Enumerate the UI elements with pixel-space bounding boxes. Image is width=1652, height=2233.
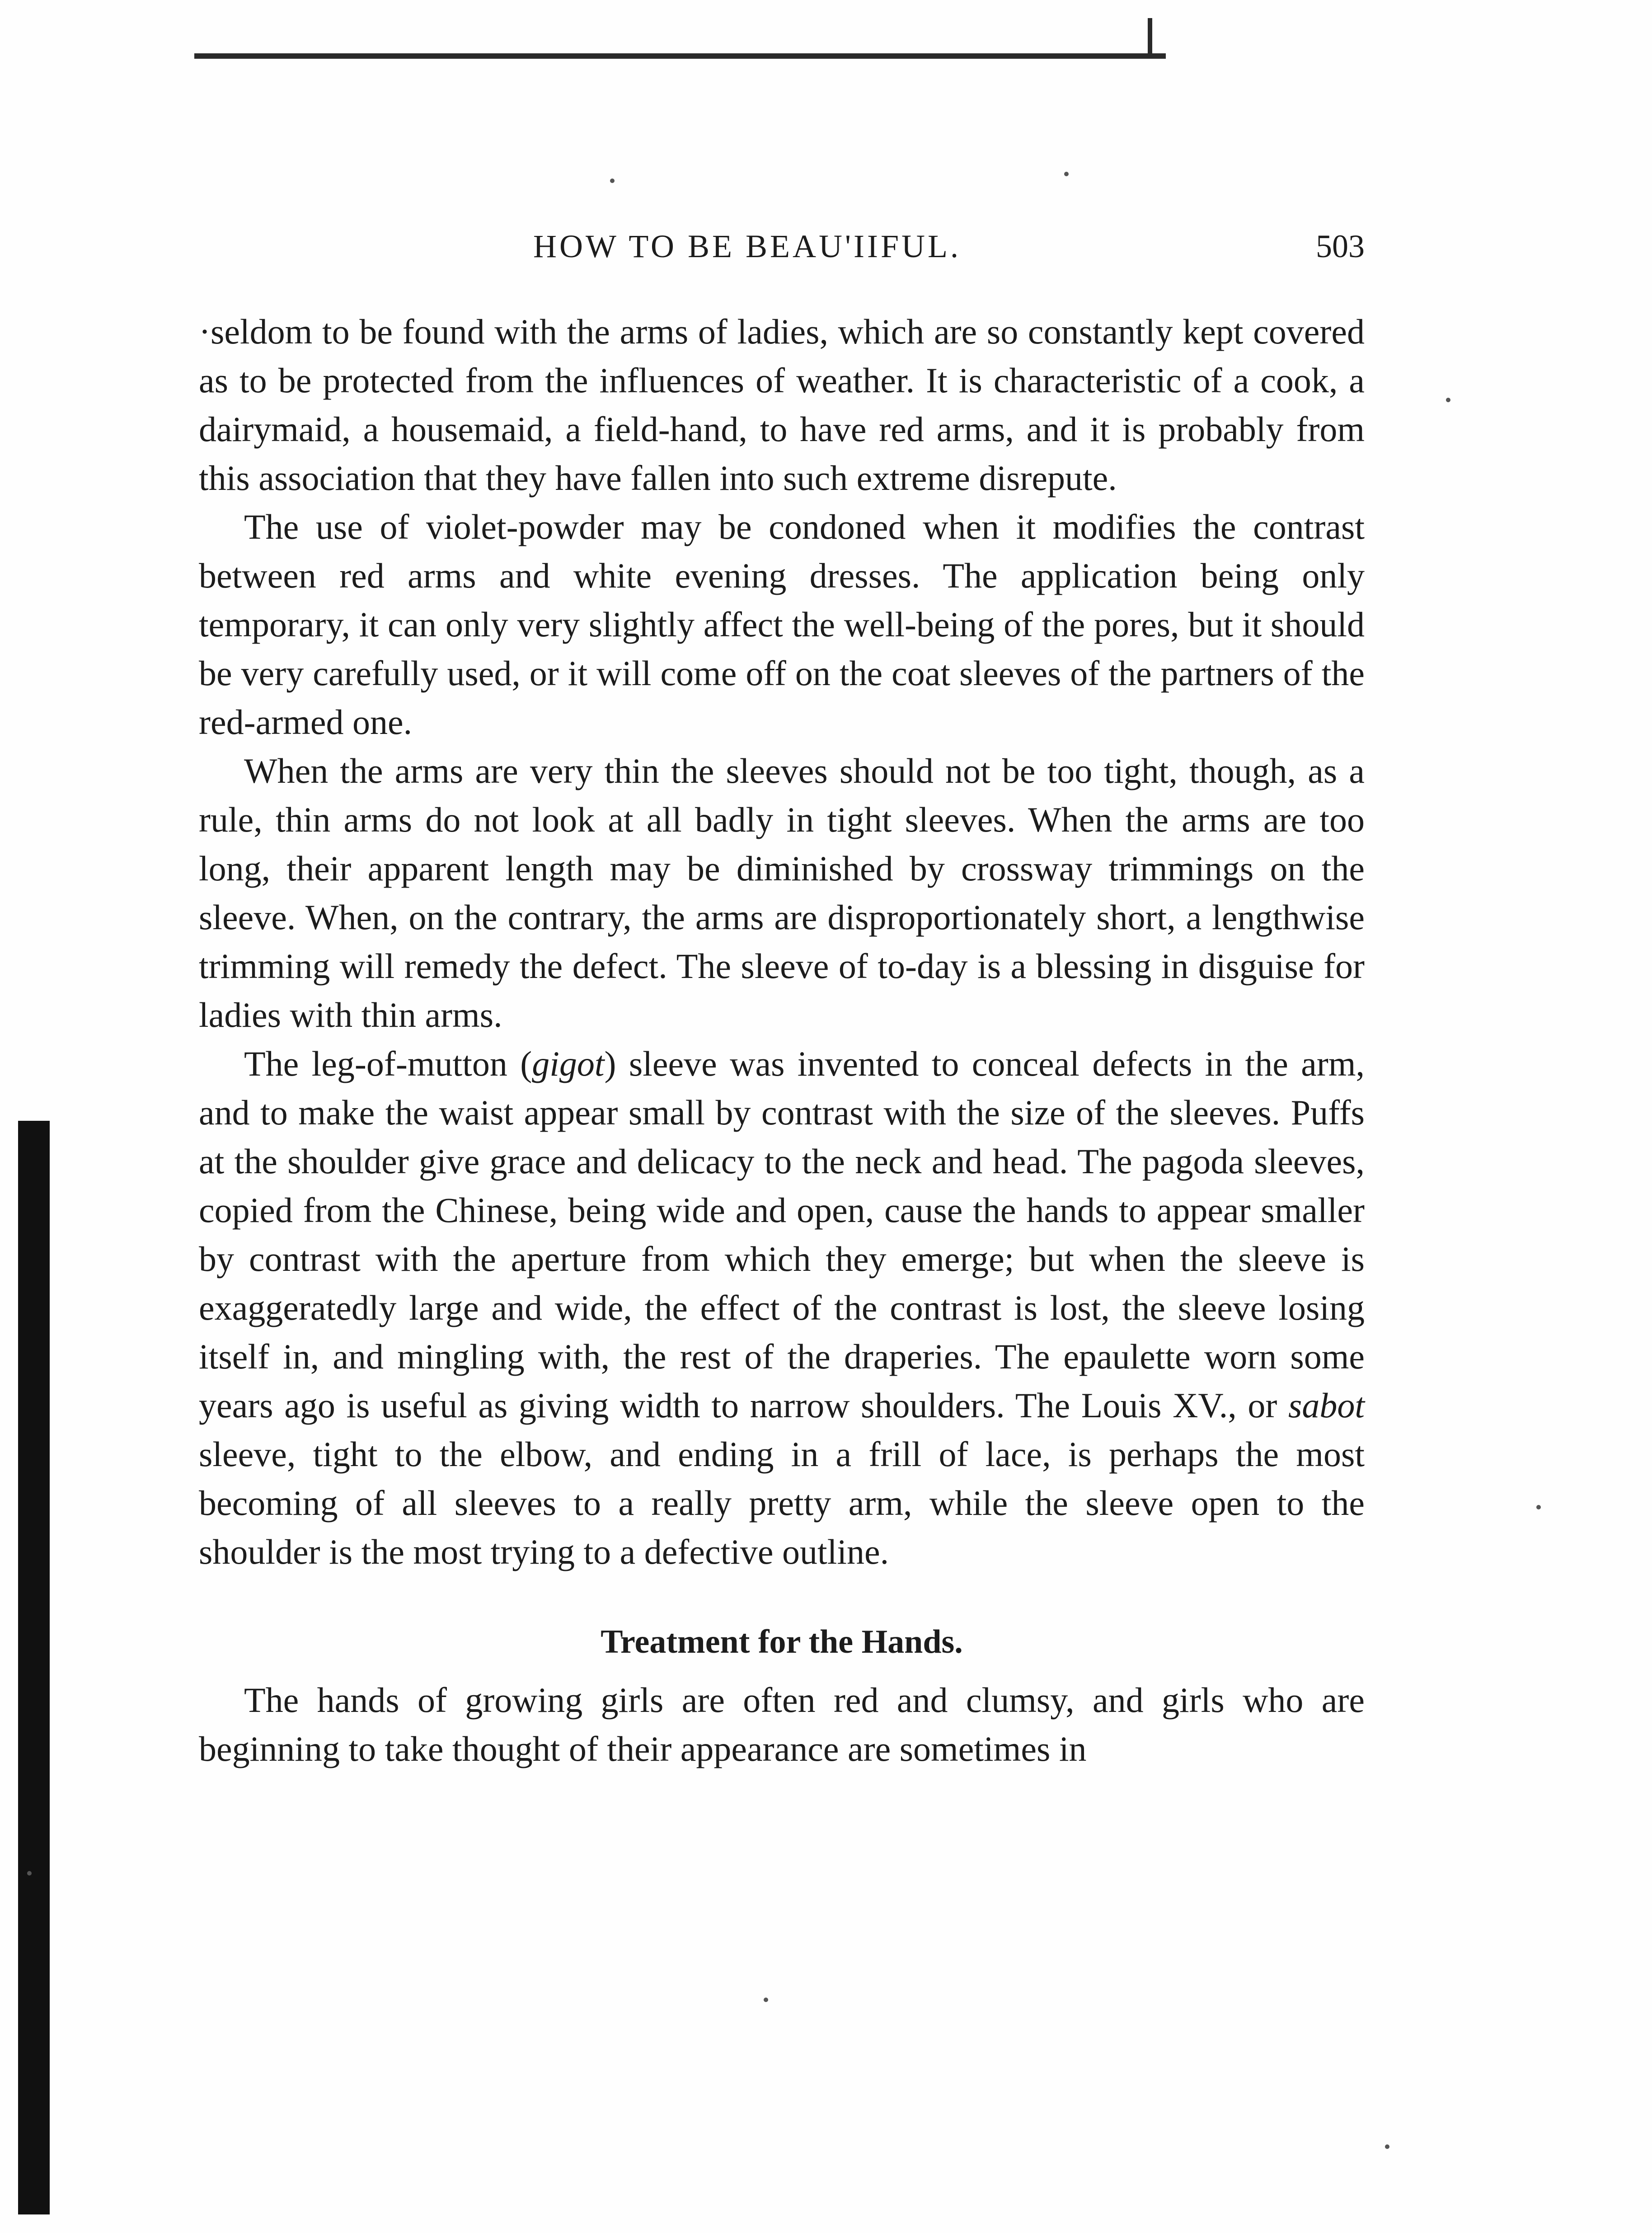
scan-speck: [1385, 2144, 1389, 2149]
scan-speck: [764, 1998, 768, 2002]
italic-term: sabot: [1288, 1386, 1365, 1425]
body-text: [199, 307, 1365, 1773]
top-rule-tick: [1148, 18, 1152, 59]
section-heading: Treatment for the Hands.: [601, 1623, 963, 1660]
running-head: HOW TO BE BEAU'IIFUL.: [533, 228, 961, 264]
paragraph-text: ) sleeve was invented to conceal defects in the arm, and to make the waist appear small by contrast with the size of the sleeves. Puffs at the shoulder give grace and delicacy to the neck and head. The pagoda sleeves, copied from the Chinese, being wide and open, cause the hands to appear smaller by contrast with the aperture from which they emerge; but when the sleeve is exaggeratedly large and wide, the effect of the contrast is lost, the sleeve losing itself in, and mingling with, the rest of the draperies. The epaulette worn some years ago is useful as giving width to narrow shoulders. The Louis XV., or: [199, 1044, 1365, 1425]
scan-speck: [1536, 1505, 1541, 1509]
paragraph: [199, 1039, 1365, 1576]
italic-term: gigot: [532, 1044, 605, 1083]
page-number: 503: [1316, 228, 1365, 264]
scan-speck: [27, 1871, 32, 1876]
top-rule: [194, 53, 1166, 59]
page-header: [199, 219, 1365, 273]
paragraph-text: sleeve, tight to the elbow, and ending in a frill of lace, is perhaps the most becoming of all sleeves to a really pretty arm, while the sleeve open to the shoulder is the most trying to a defective outline.: [199, 1434, 1365, 1571]
scan-speck: [610, 179, 615, 183]
paragraph: The use of violet-powder may be condoned when it modifies the contrast between red arms and white evening dresses. The application being only temporary, it can only very slightly affect the well-being of the pores, but it should be very carefully used, or it will come off on the coat sleeves of the partners of the red-armed one.: [199, 507, 1365, 742]
paragraph: When the arms are very thin the sleeves should not be too tight, though, as a rule, thin arms do not look at all badly in tight sleeves. When the arms are too long, their apparent length may be diminished by crossway trimmings on the sleeve. When, on the contrary, the arms are disproportionately short, a lengthwise trimming will remedy the defect. The sleeve of to-day is a blessing in disguise for ladies with thin arms.: [199, 751, 1365, 1034]
scan-edge-bar: [18, 1121, 50, 2214]
paragraph-text: The leg-of-mutton (: [244, 1044, 532, 1083]
scan-speck: [1446, 398, 1450, 402]
paragraph: ·seldom to be found with the arms of ladies, which are so constantly kept covered as to be protected from the influences of weather. It is characteristic of a cook, a dairymaid, a housemaid, a field-hand, to have red arms, and it is probably from this association that they have fallen into such extreme disrepute.: [199, 312, 1365, 498]
scan-speck: [1064, 172, 1069, 176]
paragraph: The hands of growing girls are often red and clumsy, and girls who are beginning to take thought of their appearance are sometimes in: [199, 1680, 1365, 1768]
